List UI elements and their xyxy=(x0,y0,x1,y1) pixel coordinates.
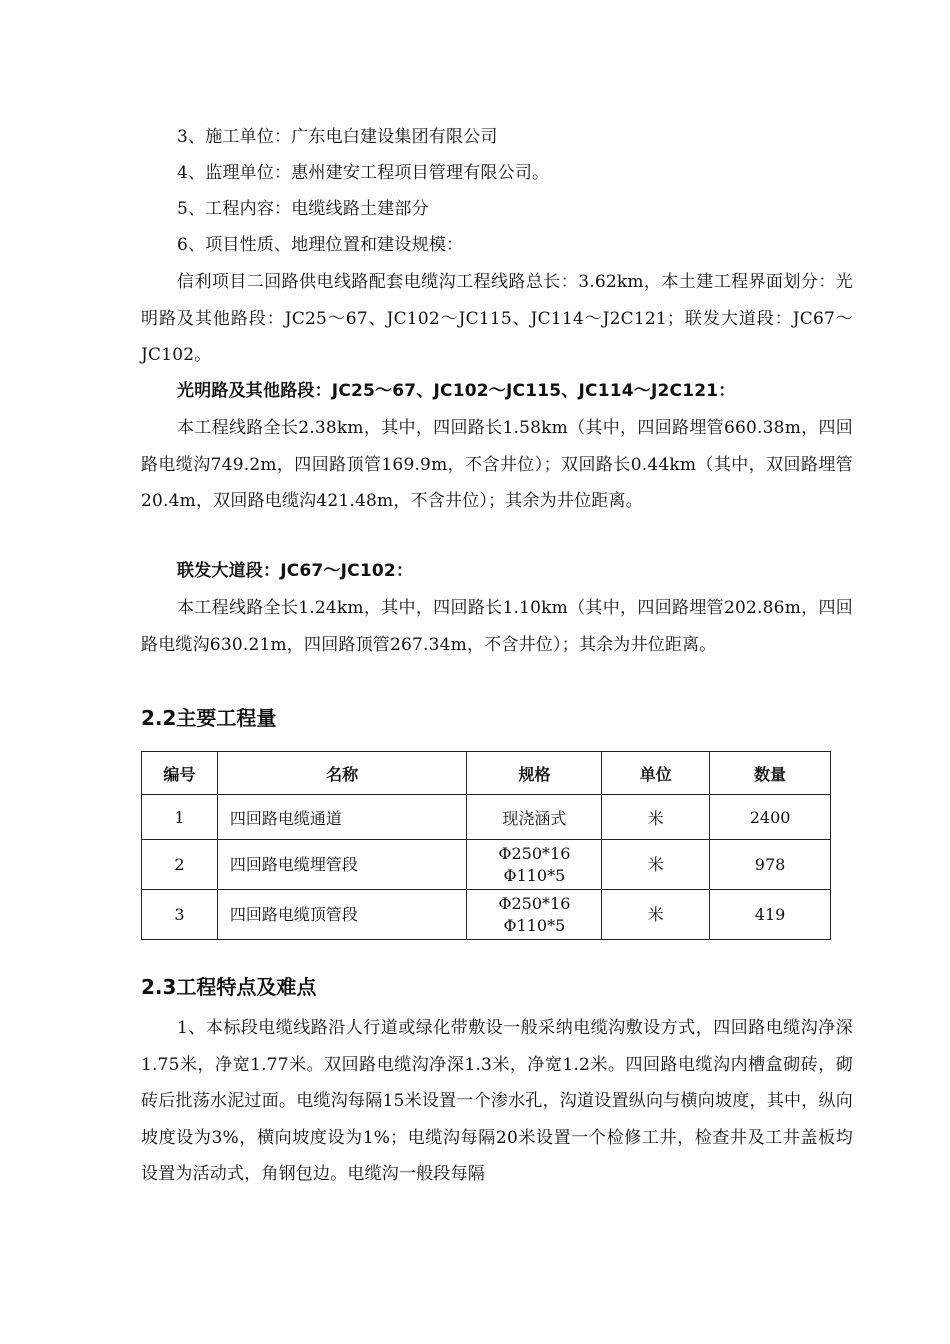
cell-number: 1 xyxy=(142,795,218,840)
cell-spec-line: Φ250*16 xyxy=(498,893,571,913)
col-header-name: 名称 xyxy=(217,752,467,795)
section-lianfa-body: 本工程线路全长1.24km，其中，四回路长1.10km（其中，四回路埋管202.86m，四回路电缆沟630.21m，四回路顶管267.34m，不含井位）；其余为井位距离。 xyxy=(141,598,853,655)
project-nature-line: 6、项目性质、地理位置和建设规模： xyxy=(177,235,464,255)
cell-quantity: 2400 xyxy=(710,795,831,840)
cell-spec xyxy=(467,840,602,890)
table-row xyxy=(142,795,831,840)
cell-quantity: 978 xyxy=(710,840,831,890)
quantities-table xyxy=(141,751,831,940)
features-paragraph: 1、本标段电缆线路沿人行道或绿化带敷设一般采纳电缆沟敷设方式，四回路电缆沟净深1.75米，净宽1.77米。双回路电缆沟净深1.3米，净宽1.2米。四回路电缆沟内槽盒砌砖，砌砖后批荡水泥过面。电缆沟每隔15米设置一个渗水孔，沟道设置纵向与横向坡度，其中，纵向坡度设为3%，横向坡度设为1%；电缆沟每隔20米设置一个检修工井，检查井及工井盖板均设置为活动式，角钢包边。电缆沟一般段每隔 xyxy=(141,1018,853,1184)
cell-spec-line: Φ110*5 xyxy=(503,865,566,885)
col-header-unit: 单位 xyxy=(602,752,710,795)
cell-unit: 米 xyxy=(602,795,710,840)
col-header-number: 编号 xyxy=(142,752,218,795)
col-header-spec: 规格 xyxy=(467,752,602,795)
cell-unit: 米 xyxy=(602,890,710,940)
supervision-unit-line: 4、监理单位：惠州建安工程项目管理有限公司。 xyxy=(177,163,550,183)
cell-spec-line: Φ250*16 xyxy=(498,843,571,863)
table-header-row xyxy=(142,752,831,795)
overview-paragraph: 信利项目二回路供电线路配套电缆沟工程线路总长：3.62km，本土建工程界面划分：光明路及其他路段：JC25～67、JC102～JC115、JC114～J2C121；联发大道段：JC67～JC102。 xyxy=(141,272,853,365)
heading-features-difficulties: 2.3工程特点及难点 xyxy=(141,975,317,999)
cell-number: 2 xyxy=(142,840,218,890)
table-row xyxy=(142,890,831,940)
table-row xyxy=(142,840,831,890)
section-guangming-body: 本工程线路全长2.38km，其中，四回路长1.58km（其中，四回路埋管660.38m，四回路电缆沟749.2m，四回路顶管169.9m，不含井位）；双回路长0.44km（其中，双回路埋管20.4m，双回路电缆沟421.48m，不含井位）；其余为井位距离。 xyxy=(141,418,853,511)
construction-unit-line: 3、施工单位：广东电白建设集团有限公司 xyxy=(177,127,498,147)
cell-spec: 现浇涵式 xyxy=(467,795,602,840)
cell-name: 四回路电缆通道 xyxy=(217,795,467,840)
cell-spec xyxy=(467,890,602,940)
col-header-quantity: 数量 xyxy=(710,752,831,795)
cell-name: 四回路电缆埋管段 xyxy=(217,840,467,890)
cell-spec-line: Φ110*5 xyxy=(503,915,566,935)
cell-quantity: 419 xyxy=(710,890,831,940)
cell-unit: 米 xyxy=(602,840,710,890)
section-guangming-title: 光明路及其他路段：JC25～67、JC102～JC115、JC114～J2C121： xyxy=(177,381,736,401)
cell-number: 3 xyxy=(142,890,218,940)
project-content-line: 5、工程内容：电缆线路土建部分 xyxy=(177,199,429,219)
cell-name: 四回路电缆顶管段 xyxy=(217,890,467,940)
heading-main-quantities: 2.2主要工程量 xyxy=(141,706,277,730)
section-lianfa-title: 联发大道段：JC67～JC102： xyxy=(177,561,414,581)
